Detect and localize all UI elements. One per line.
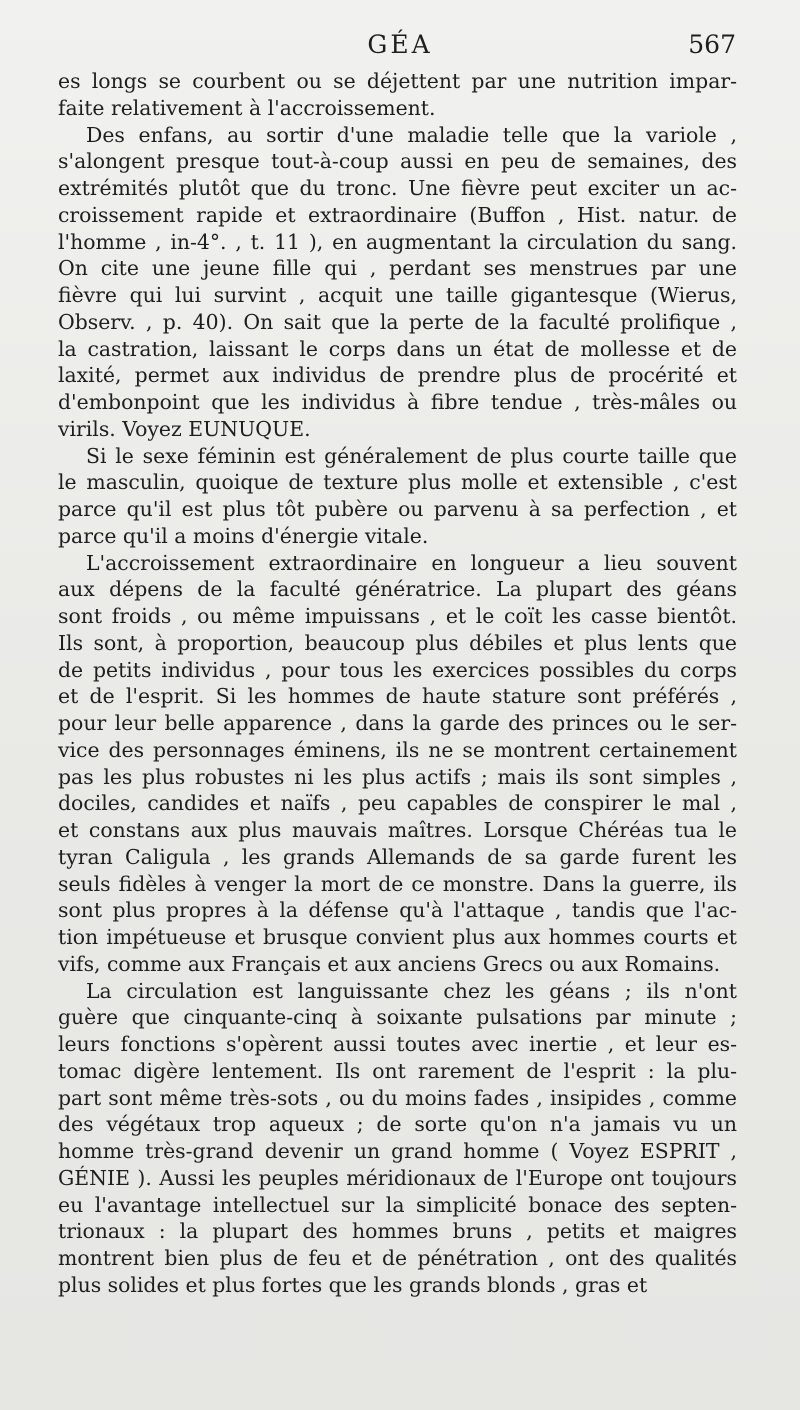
text-line: L'accroissement extraordinaire en longueur a lieu souvent <box>86 550 737 575</box>
running-title: GÉA <box>367 30 433 59</box>
text-line: et constans aux plus mauvais maîtres. Lorsque Chéréas tua le <box>58 818 737 842</box>
running-head <box>60 30 740 60</box>
text-line: parce qu'il est plus tôt pubère ou parvenu à sa perfection , et <box>58 497 737 521</box>
text-line: aux dépens de la faculté génératrice. La plupart des géans <box>58 577 737 602</box>
paragraph <box>58 978 737 1299</box>
text-line: sont froids , ou même impuissans , et le coït les casse bientôt. <box>58 604 737 628</box>
text-line: eu l'avantage intellectuel sur la simplicité bonace des septen- <box>58 1192 737 1217</box>
paragraph <box>58 68 737 122</box>
text-line: pas les plus robustes ni les plus actifs ; mais ils sont simples , <box>58 764 737 789</box>
text-line: leurs fonctions s'opèrent aussi toutes avec inertie , et leur es- <box>58 1032 737 1056</box>
text-line: es longs se courbent ou se déjettent par une nutrition impar- <box>58 69 737 93</box>
text-line: dociles, candides et naïfs , peu capables de conspirer le mal , <box>58 791 737 816</box>
text-line: d'embonpoint que les individus à fibre tendue , très-mâles ou <box>58 390 737 414</box>
text-line: pour leur belle apparence , dans la garde des princes ou le ser- <box>58 711 737 735</box>
text-line: part sont même très-sots , ou du moins fades , insipides , comme <box>58 1085 737 1110</box>
text-line: le masculin, quoique de texture plus molle et extensible , c'est <box>58 470 737 495</box>
paragraph <box>58 122 737 443</box>
text-line: s'alongent presque tout-à-coup aussi en peu de semaines, des <box>58 149 737 174</box>
body-text <box>58 68 737 1299</box>
text-line: des végétaux trop aqueux ; de sorte qu'on n'a jamais vu un <box>58 1112 737 1137</box>
text-line: montrent bien plus de feu et de pénétration , ont des qualités <box>58 1246 737 1270</box>
text-line: Si le sexe féminin est généralement de plus courte taille que <box>86 443 737 468</box>
text-line: plus solides et plus fortes que les grands blonds , gras et <box>58 1272 648 1297</box>
text-line: virils. Voyez EUNUQUE. <box>58 416 311 441</box>
text-line: la castration, laissant le corps dans un état de mollesse et de <box>58 336 737 361</box>
text-line: guère que cinquante-cinq à soixante pulsations par minute ; <box>58 1005 737 1030</box>
text-line: fièvre qui lui survint , acquit une taille gigantesque (Wierus, <box>58 283 737 307</box>
text-line: Ils sont, à proportion, beaucoup plus débiles et plus lents que <box>58 630 737 655</box>
text-line: trionaux : la plupart des hommes bruns , petits et maigres <box>58 1219 737 1244</box>
paragraph <box>58 550 737 978</box>
text-line: faite relativement à l'accroissement. <box>58 95 436 120</box>
text-line: tyran Caligula , les grands Allemands de sa garde furent les <box>58 844 737 869</box>
text-line: l'homme , in-4°. , t. 11 ), en augmentant la circulation du sang. <box>58 229 737 254</box>
text-line: homme très-grand devenir un grand homme ( Voyez ESPRIT , <box>58 1139 737 1163</box>
text-line: laxité, permet aux individus de prendre plus de procérité et <box>58 363 737 388</box>
text-line: sont plus propres à la défense qu'à l'attaque , tandis que l'ac- <box>58 898 737 923</box>
text-line: La circulation est languissante chez les géans ; ils n'ont <box>86 978 737 1003</box>
text-line: tion impétueuse et brusque convient plus aux hommes courts et <box>58 925 737 949</box>
paragraph <box>58 443 737 550</box>
text-line: et de l'esprit. Si les hommes de haute stature sont préférés , <box>58 684 737 709</box>
text-line: de petits individus , pour tous les exercices possibles du corps <box>58 657 737 682</box>
text-line: On cite une jeune fille qui , perdant ses menstrues par une <box>58 256 737 281</box>
text-line: GÉNIE ). Aussi les peuples méridionaux de l'Europe ont toujours <box>58 1165 737 1190</box>
text-line: Observ. , p. 40). On sait que la perte de la faculté prolifique , <box>58 309 737 334</box>
text-line: parce qu'il a moins d'énergie vitale. <box>58 523 429 548</box>
text-line: vice des personnages éminens, ils ne se montrent certainement <box>58 737 737 762</box>
text-line: seuls fidèles à venger la mort de ce monstre. Dans la guerre, ils <box>58 871 737 896</box>
text-line: Des enfans, au sortir d'une maladie telle que la variole , <box>86 122 737 147</box>
text-line: vifs, comme aux Français et aux anciens Grecs ou aux Romains. <box>58 951 721 976</box>
page-number: 567 <box>688 30 736 59</box>
text-line: croissement rapide et extraordinaire (Buffon , Hist. natur. de <box>58 202 737 227</box>
text-line: tomac digère lentement. Ils ont rarement de l'esprit : la plu- <box>58 1058 737 1083</box>
text-line: extrémités plutôt que du tronc. Une fièvre peut exciter un ac- <box>58 176 737 200</box>
